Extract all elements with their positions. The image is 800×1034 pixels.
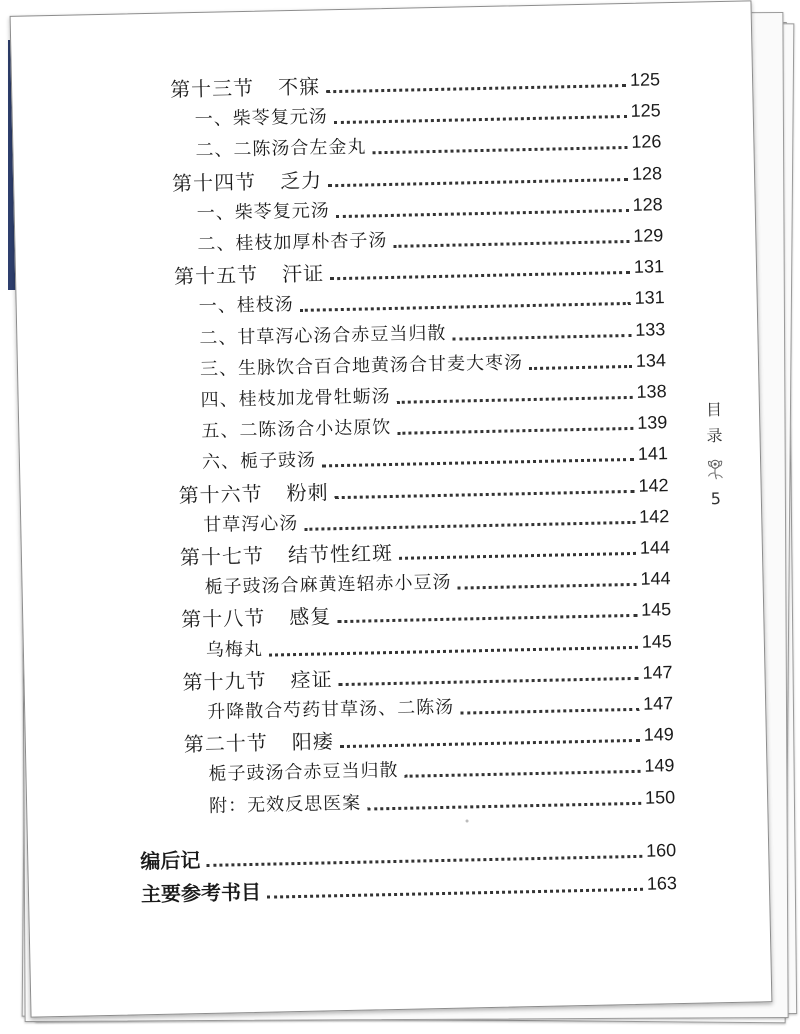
dot-leader [326,84,626,93]
dot-leader [339,677,639,686]
side-running-head [694,397,736,509]
section-number: 第十六节 [178,481,263,508]
toc-item-label: 升降散合芍药甘草汤、二陈汤 [206,696,455,723]
toc-page-number: 128 [631,162,663,184]
toc-item-label: 一、桂枝汤 [198,294,294,318]
dot-leader [267,888,643,899]
toc-item-label: 二、二陈汤合左金丸 [195,136,367,162]
toc-section-label [180,541,393,569]
section-number: 第十五节 [173,262,259,289]
dot-leader [337,614,637,623]
toc-item-label: 栀子豉汤合麻黄连轺赤小豆汤 [204,571,452,599]
dot-leader [373,146,628,154]
toc-page-number: 160 [645,839,677,861]
section-number: 第十七节 [179,543,265,570]
section-title: 粉刺 [286,479,329,505]
toc-page-number: 149 [643,724,674,745]
dot-leader [399,552,636,560]
toc-item-label: 二、甘草泻心汤合赤豆当归散 [199,322,447,349]
section-number: 第十八节 [181,606,266,632]
dot-leader [300,302,631,312]
dot-leader [269,645,638,656]
toc-item-label: 一、柴苓复元汤 [194,106,328,131]
section-title: 结节性红斑 [287,540,394,568]
toc-item-label: 四、桂枝加龙骨牡蛎汤 [200,385,391,411]
running-head-char: 目 [705,400,723,420]
toc-page-number: 149 [644,755,675,777]
toc-page-number: 142 [638,505,670,527]
toc-page-number: 125 [629,69,661,90]
dot-leader [393,240,629,248]
section-title: 阳痿 [291,729,335,755]
toc-page-number: 133 [635,318,666,340]
page-number: 5 [710,489,722,509]
toc-page-number: 126 [631,131,662,153]
toc-extra-label: 主要参考书目 [140,879,262,907]
section-number: 第十九节 [182,668,267,695]
section-number: 第十三节 [169,75,255,102]
section-title: 乏力 [279,167,323,193]
dot-leader [328,178,628,187]
toc-page-number: 142 [638,474,669,496]
toc-item-label: 三、生脉饮合百合地黄汤合甘麦大枣汤 [199,352,524,380]
toc-item-label: 甘草泻心汤 [203,512,299,536]
toc-item-label: 栀子豉汤合赤豆当归散 [208,760,399,786]
toc-page-number: 129 [633,225,664,246]
dot-leader [304,521,635,531]
toc-page-number: 125 [630,100,661,122]
dot-leader [330,271,630,280]
toc-page-number: 147 [642,661,673,683]
dot-leader [452,334,631,341]
toc-section-label [181,605,331,632]
section-number: 第二十节 [183,730,269,757]
dot-leader [397,427,633,435]
toc-page-number: 145 [640,599,672,621]
dot-leader [529,365,632,370]
dot-leader [340,739,640,748]
section-title: 不寐 [277,74,321,100]
toc-page-number: 134 [635,350,667,371]
toc-section-label [170,74,320,101]
section-title: 汗证 [281,261,325,287]
section-number: 第十四节 [171,169,257,196]
toc-section-label [174,262,324,289]
dot-leader [367,801,641,810]
toc-item-label: 一、柴苓复元汤 [196,200,330,224]
speck [466,819,469,822]
contents-page [10,0,773,1017]
section-title: 感复 [288,604,332,630]
dot-leader [206,855,642,867]
toc-page-number: 139 [636,412,668,434]
dot-leader [322,458,634,468]
toc-page-number: 145 [641,630,673,652]
section-title: 痉证 [290,667,333,692]
toc-page-number: 131 [633,256,665,278]
toc-page-number: 147 [642,693,674,714]
dot-leader [334,115,627,124]
dot-leader [460,708,639,715]
toc-section-label [184,729,334,756]
toc-page-number: 150 [644,786,676,808]
toc-page-number: 131 [634,287,665,309]
table-of-contents [11,1,772,1016]
toc-page-number: 138 [636,381,667,402]
toc-extra-label: 编后记 [140,847,201,874]
running-head-char: 录 [706,426,723,446]
toc-page-number: 128 [632,194,663,215]
toc-page-number: 141 [637,443,669,465]
flower-ornament-icon [702,455,729,482]
dot-leader [336,209,629,218]
dot-leader [397,396,633,404]
toc-page-number: 163 [646,872,678,894]
toc-item-label: 五、二陈汤合小达原饮 [201,417,392,443]
dot-leader [405,770,641,778]
toc-item-label: 附：无效反思医案 [208,792,362,817]
toc-item-label: 二、桂枝加厚朴杏子汤 [197,230,388,255]
toc-section-label [172,168,322,195]
toc-section-label [182,667,332,694]
toc-item-label: 六、栀子豉汤 [201,449,317,474]
dot-leader [335,489,635,498]
toc-page-number: 144 [640,568,671,589]
dot-leader [458,583,637,590]
toc-item-label: 乌梅丸 [205,638,264,661]
toc-section-label [178,480,328,507]
toc-page-number: 144 [639,537,671,558]
